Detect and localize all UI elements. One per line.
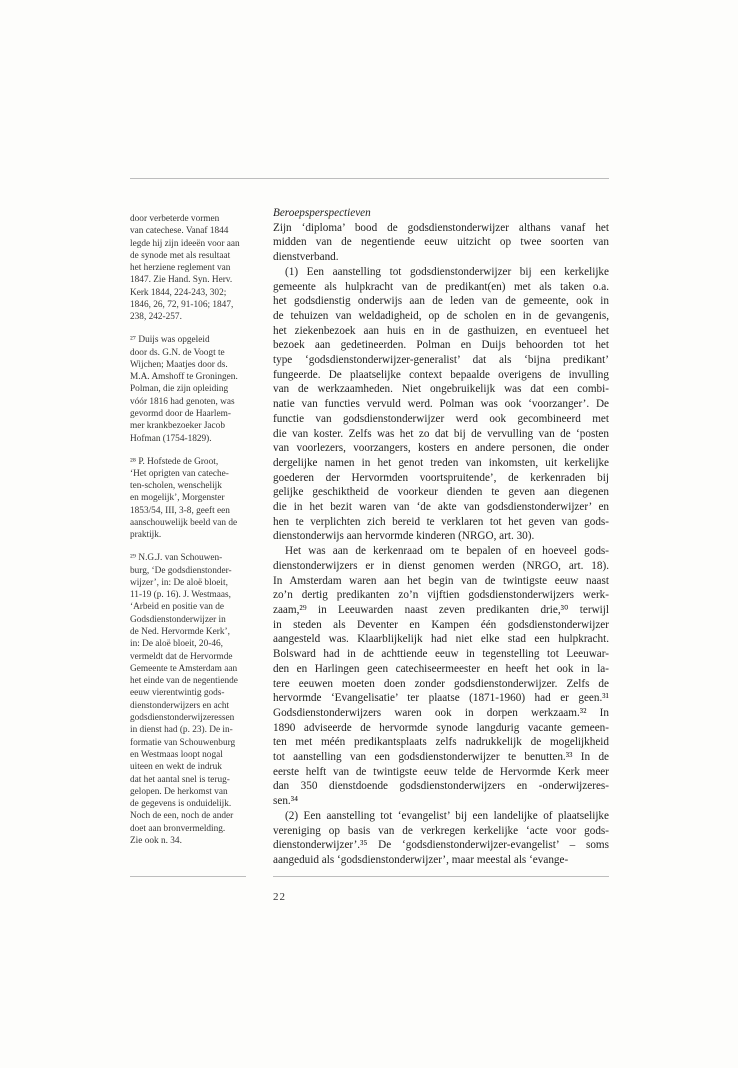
text-line: tere eeuwen moeten doen zonder godsdienstonderwijzer. Zelfs de [273, 677, 609, 690]
text-line: natie van functies vervuld werd. Polman was ook ‘voorzanger’. De [273, 398, 609, 411]
text-line: vereniging op basis van de verkregen kerkelijke ‘acte voor gods- [273, 824, 609, 837]
text-line: dan 350 dienstdoende godsdienstonderwijzers en -onderwijzeres- [273, 780, 609, 793]
text-line: bezoek aan gedetineerden. Polman en Duijs behoorden tot het [273, 339, 609, 352]
page-number: 22 [273, 891, 286, 903]
text-line: 1890 adviseerde de hervormde synode langdurig vacante gemeen- [273, 721, 609, 734]
footnote-line: eeuw vierentwintig gods- [130, 688, 225, 699]
footnote-line: ²⁷ Duijs was opgeleid [130, 335, 210, 346]
footnote-line: in: De aloë bloeit, 20-46, [130, 639, 223, 650]
footnote-line: doet aan bronvermelding. [130, 823, 226, 834]
footnote-line: Hofman (1754-1829). [130, 433, 212, 444]
body-text [273, 221, 609, 868]
footnote-line: door ds. G.N. de Voogt te [130, 347, 225, 358]
footnote-line: ²⁸ P. Hofstede de Groot, [130, 456, 219, 467]
footnote-28 [130, 456, 258, 542]
footnote-line: Wijchen; Maatjes door ds. [130, 359, 228, 370]
footnote-line: uiteen en wekt de indruk [130, 762, 222, 773]
text-line: Bolsward had in de achttiende eeuw in tegenstelling tot Leeuwar- [273, 648, 609, 661]
text-line: die van koster. Zelfs was het zo dat bij de vervulling van de ‘posten [273, 427, 609, 440]
text-line: het godsdienstig onderwijs aan de leden van de gemeente, ook in [273, 295, 609, 308]
footnote-line: M.A. Amshoff te Groningen. [130, 372, 238, 383]
footnote-29 [130, 552, 258, 847]
text-line: fungeerde. De plaatselijke context bepaalde overigens de invulling [273, 368, 609, 381]
footnote-line: dat het aantal snel is terug- [130, 774, 230, 785]
text-line: gelijke geschiktheid de voorkeur dienden te geven aan diegenen [273, 486, 609, 499]
footnote-line: praktijk. [130, 530, 162, 541]
text-line: ten met méén predikantsplaats zelfs nadrukkelijk de mogelijkheid [273, 736, 609, 749]
section-heading: Beroepsperspectieven [273, 207, 371, 219]
text-line: zaam,²⁹ in Leeuwarden naast zeven predikanten drie,³⁰ terwijl [273, 603, 609, 616]
text-line: van voorlezers, voorzangers, kosters en andere personen, die onder [273, 442, 609, 455]
footnote-line: gelopen. De herkomst van [130, 786, 228, 797]
footnote-line: Gemeente te Amsterdam aan [130, 663, 238, 674]
text-line: de tehuizen van weldadigheid, op de scholen en in de gevangenis, [273, 309, 609, 322]
footnote-line: het einde van de negentiende [130, 676, 238, 687]
footnote-line: de Ned. Hervormde Kerk’, [130, 626, 230, 637]
main-text-column [273, 206, 609, 868]
footnote-line: ‘Arbeid en positie van de [130, 602, 224, 613]
bottom-rule-left [130, 876, 246, 877]
footnote-line: ‘Het oprigten van cateche- [130, 468, 229, 479]
text-line: hen te verplichten zich bereid te verklaren tot het geven van gods- [273, 515, 609, 528]
text-line: Het was aan de kerkenraad om te bepalen of en hoeveel gods- [285, 545, 609, 558]
footnote-line: Noch de een, noch de ander [130, 811, 234, 822]
text-line: den en Harlingen geen catechiseermeester en heeft het ook in la- [273, 662, 609, 675]
top-rule [130, 178, 609, 179]
footnote-line: Polman, die zijn opleiding [130, 384, 229, 395]
footnote-line: legde hij zijn ideeën voor aan [130, 238, 240, 249]
footnote-line: 1847. Zie Hand. Syn. Herv. [130, 275, 233, 286]
footnote-line: dienstonderwijzers en acht [130, 700, 230, 711]
text-line: eerste helft van de twintigste eeuw telde de Hervormde Kerk meer [273, 765, 609, 778]
text-line: (1) Een aanstelling tot godsdienstonderwijzer bij een kerkelijke [285, 265, 609, 278]
text-line: van de werkzaamheden. Niet ongebruikelijk was dat een combi- [273, 383, 609, 396]
text-line: dienstonderwijzers er in dienst genomen werden (NRGO, art. 18). [273, 559, 609, 572]
sidenotes-column [130, 213, 258, 858]
text-line: Godsdienstonderwijzers waren ook in dorpen werkzaam.³² In [273, 706, 609, 719]
footnote-line: de gegevens is onduidelijk. [130, 799, 232, 810]
text-line: dienstverband. [273, 251, 339, 264]
footnote-line: ²⁹ N.G.J. van Schouwen- [130, 553, 223, 564]
footnote-line: aanschouwelijk beeld van de [130, 518, 238, 529]
footnote-line: de synode met als resultaat [130, 250, 231, 261]
text-line: type ‘godsdienstonderwijzer-generalist’ dat als ‘bijna predikant’ [273, 354, 609, 367]
text-line: In Amsterdam waren aan het begin van de twintigste eeuw naast [273, 574, 609, 587]
footnote-27 [130, 334, 258, 445]
footnote-line: het herziene reglement van [130, 263, 231, 274]
footnote-line: burg, ‘De godsdienstonder- [130, 565, 232, 576]
footnote-line: door verbeterde vormen [130, 214, 220, 224]
text-line: gemeente als hulpkracht van de predikant(en) met als taken o.a. [273, 280, 609, 293]
text-line: in steden als Deventer en Kampen één godsdienstonderwijzer [273, 618, 609, 631]
text-line: aangesteld was. Klaarblijkelijk had niet elke stad een hulpkracht. [273, 633, 609, 646]
text-line: aangeduid als ‘godsdienstonderwijzer’, maar meestal als ‘evange- [273, 853, 569, 866]
footnote-line: mer krankbezoeker Jacob [130, 421, 225, 432]
footnote-line: Godsdienstonderwijzer in [130, 614, 226, 625]
footnote-line: in dienst had (p. 23). De in- [130, 725, 233, 736]
footnote-line: Kerk 1844, 224-243, 302; [130, 287, 227, 298]
footnote-line: vermeldt dat de Hervormde [130, 651, 233, 662]
footnote-line: formatie van Schouwenburg [130, 737, 236, 748]
footnote-line: van catechese. Vanaf 1844 [130, 226, 229, 237]
text-line: functie van godsdienstonderwijzer werd ook gecombineerd met [273, 412, 609, 425]
footnote-line: 1853/54, III, 3-8, geeft een [130, 505, 230, 516]
text-line: het ziekenbezoek aan huis en in de gasthuizen, en eventueel het [273, 324, 609, 337]
text-line: Zijn ‘diploma’ bood de godsdienstonderwijzer althans vanaf het [273, 221, 609, 234]
text-line: tot aanstelling van een godsdienstonderwijzer te benutten.³³ In de [273, 751, 609, 764]
footnote-line: ten-scholen, wenschelijk [130, 481, 222, 492]
text-line: dienstonderwijzer’.³⁵ De ‘godsdienstonderwijzer-evangelist’ – soms [273, 839, 609, 852]
footnote-26-continued [130, 213, 258, 324]
footnote-line: en mogelijk’, Morgenster [130, 493, 225, 504]
text-line: goederen der Hervormden voortspruitende’, de kerkenraden bij [273, 471, 609, 484]
bottom-rule-right [273, 876, 609, 877]
footnote-line: en Westmaas loopt nogal [130, 749, 223, 760]
footnote-line: godsdienstonderwijzeressen [130, 713, 235, 724]
text-line: midden van de negentiende eeuw uitzicht op twee soorten van [273, 236, 609, 249]
text-line: die in het bezit waren van ‘de akte van godsdienstonderwijzer’ en [273, 501, 609, 514]
footnote-line: Zie ook n. 34. [130, 836, 182, 847]
text-line: (2) Een aanstelling tot ‘evangelist’ bij een landelijke of plaatselijke [285, 809, 609, 822]
text-line: sen.³⁴ [273, 795, 298, 808]
footnote-line: 1846, 26, 72, 91-106; 1847, [130, 300, 234, 311]
footnote-line: vóór 1816 had genoten, was [130, 396, 235, 407]
footnote-line: 238, 242-257. [130, 312, 182, 323]
footnote-line: gevormd door de Haarlem- [130, 409, 231, 420]
footnote-line: wijzer’, in: De aloë bloeit, [130, 577, 228, 588]
text-line: dienstonderwijs aan hervormde kinderen (NRGO, art. 30). [273, 530, 535, 543]
text-line: dergelijke namen in het genot treden van inkomsten, uit kerkelijke [273, 456, 609, 469]
text-line: hervormde ‘Evangelisatie’ ter plaatse (1871-1960) had er geen.³¹ [273, 692, 609, 705]
text-line: zo’n dertig predikanten zo’n vijftien godsdienstonderwijzers werk- [273, 589, 609, 602]
footnote-line: 11-19 (p. 16). J. Westmaas, [130, 590, 231, 601]
